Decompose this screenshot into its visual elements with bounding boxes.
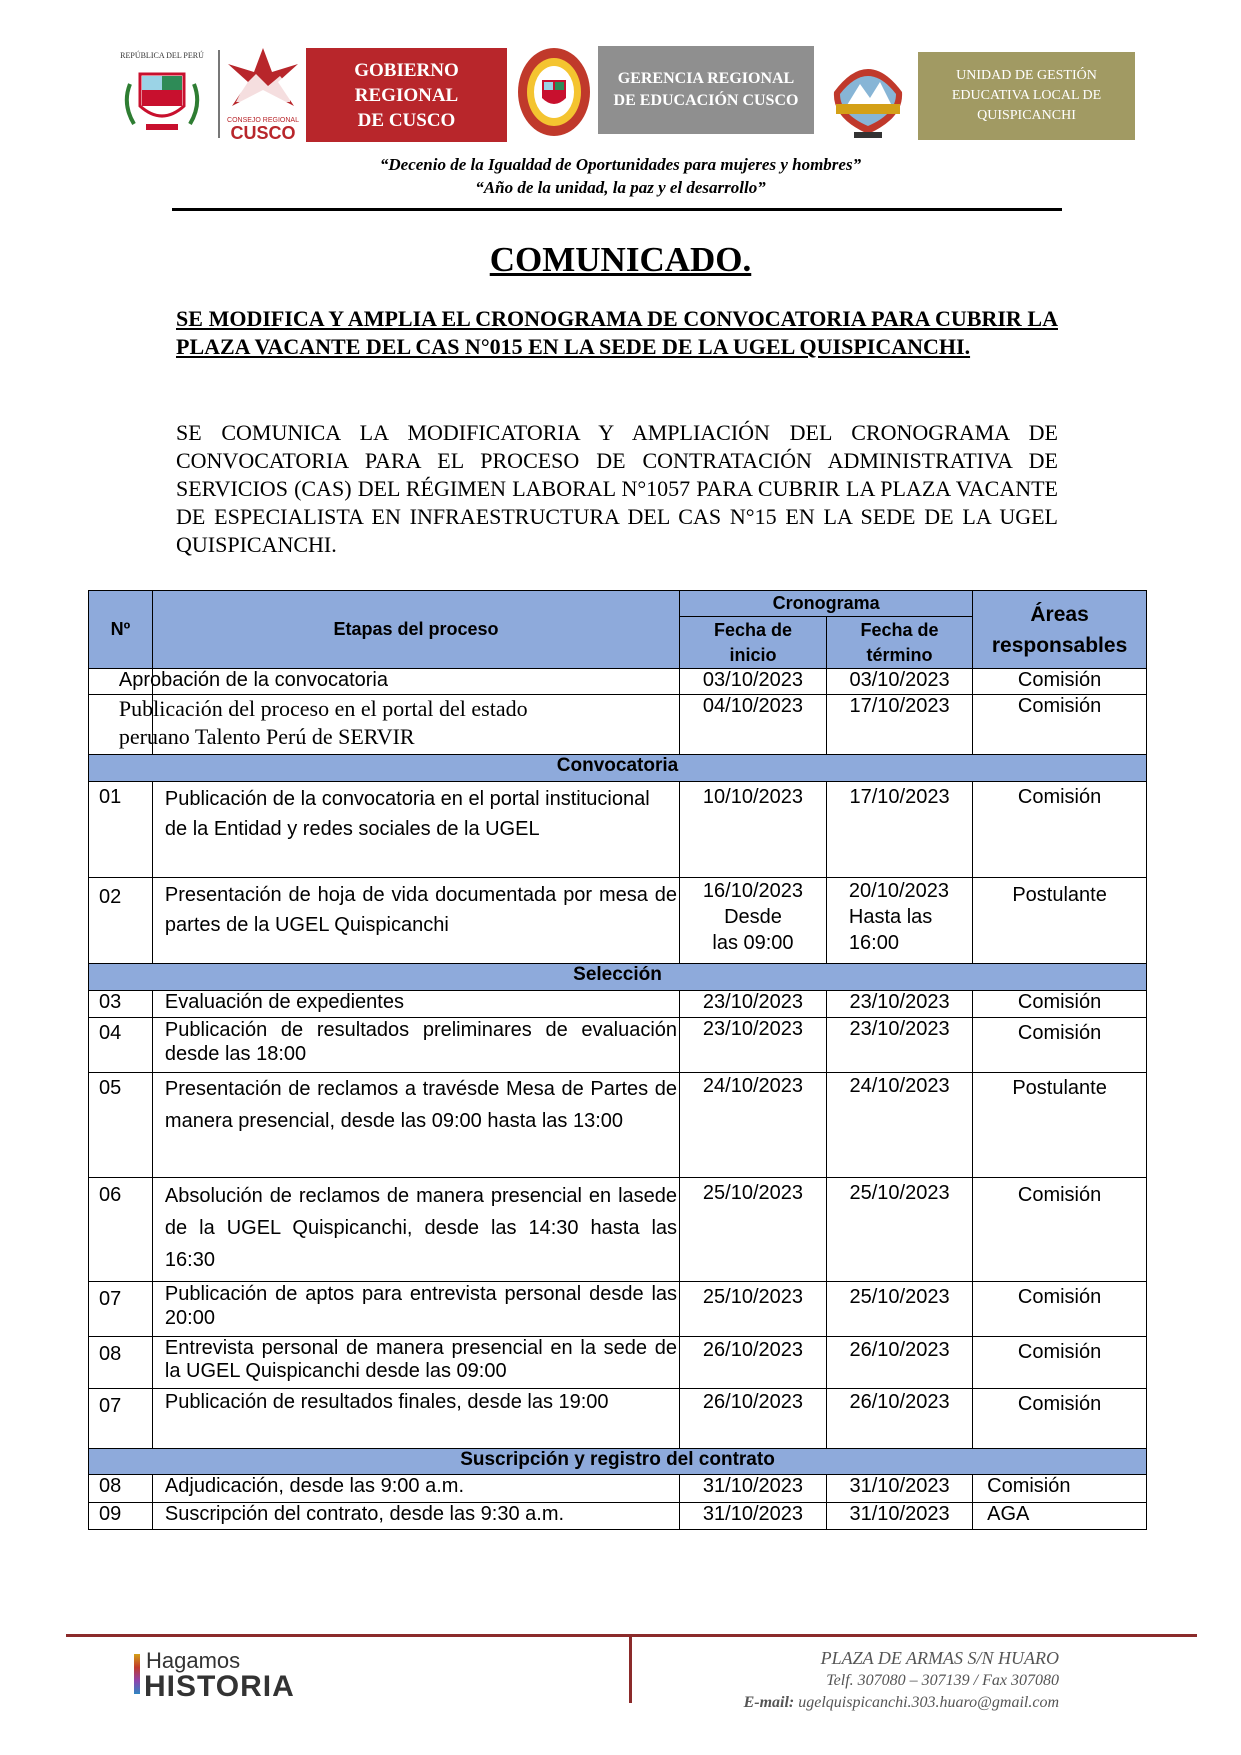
table-header-row [89,591,1147,617]
area-cell: Comisión [973,1178,1147,1282]
area-cell: Comisión [973,1282,1147,1337]
col-header-num: Nº [89,591,153,669]
area-cell: Comisión [973,782,1147,878]
table-row [89,991,1147,1018]
termino-cell: 17/10/2023 [826,782,972,878]
area-cell: AGA [973,1503,1147,1530]
ugel-quispicanchi-banner [918,52,1135,140]
termino-cell: 24/10/2023 [826,1073,972,1178]
termino-cell: 26/10/2023 [826,1337,972,1389]
etapa-cell: Evaluación de expedientes [152,991,679,1018]
section-row-convocatoria [89,755,1147,782]
num-cell: 03 [89,991,153,1018]
etapa-cell: Absolución de reclamos de manera presencial en lasede de la UGEL Quispicanchi, desde las 14:30 hasta las 16:30 [152,1178,679,1282]
termino-cell: 23/10/2023 [826,991,972,1018]
inicio-cell: 23/10/2023 [680,991,827,1018]
table-row [89,1178,1147,1282]
inicio-cell: 23/10/2023 [680,1018,827,1073]
peru-coat-of-arms-logo [112,44,212,140]
area-cell: Comisión [973,1337,1147,1389]
cusco-logo-subtext: CONSEJO REGIONAL [227,117,299,124]
termino-cell: 31/10/2023 [826,1503,972,1530]
cusco-regional-logo [224,46,302,142]
area-cell: Postulante [973,878,1147,964]
table-row [89,1282,1147,1337]
etapa-cell: Publicación de resultados preliminares de evaluación desde las 18:00 [152,1018,679,1073]
termino-cell: 17/10/2023 [826,695,972,755]
inicio-cell: 03/10/2023 [680,669,827,695]
inicio-date: 16/10/2023 [702,880,804,902]
termino-cell: 26/10/2023 [826,1389,972,1449]
termino-cell [826,878,972,964]
etapa-cell: Presentación de reclamos a travésde Mesa de Partes de manera presencial, desde las 09:00 hasta las 13:00 [152,1073,679,1178]
hagamos-text: Hagamos [146,1648,241,1673]
section-title: Selección [89,964,1147,991]
table-row [89,695,1147,755]
table-row [89,1337,1147,1389]
section-title: Convocatoria [89,755,1147,782]
etapa-text: Publicación del proceso en el portal del estado peruano Talento Perú de SERVIR [118,696,528,749]
etapa-cell [106,695,633,755]
section-row-contrato [89,1449,1147,1475]
col-header-termino: Fecha de término [826,617,972,669]
footer-email-line [744,1694,1059,1712]
logo-divider [218,50,220,138]
table-row [89,1018,1147,1073]
area-cell: Postulante [973,1073,1147,1178]
inicio-cell: 10/10/2023 [680,782,827,878]
etapa-cell: Publicación de aptos para entrevista personal desde las 20:00 [152,1282,679,1337]
area-cell: Comisión [973,669,1147,695]
num-cell: 02 [89,878,153,964]
inicio-cell: 25/10/2023 [680,1178,827,1282]
gerencia-regional-text: GERENCIA REGIONAL DE EDUCACIÓN CUSCO [613,70,799,109]
termino-date: 20/10/2023 [848,880,950,902]
num-cell: 07 [89,1282,153,1337]
num-cell: 09 [89,1503,153,1530]
inicio-cell: 04/10/2023 [680,695,827,755]
motto-anio: “Año de la unidad, la paz y el desarrollo” [475,178,766,197]
num-cell: 08 [89,1337,153,1389]
communique-subtitle: SE MODIFICA Y AMPLIA EL CRONOGRAMA DE CONVOCATORIA PARA CUBRIR LA PLAZA VACANTE DEL CAS N°015 EN LA SEDE DE LA UGEL QUISPICANCHI. [176,306,1058,359]
num-cell: 07 [89,1389,153,1449]
table-row [89,782,1147,878]
col-header-etapas: Etapas del proceso [152,591,679,669]
etapa-cell: Presentación de hoja de vida documentada por mesa de partes de la UGEL Quispicanchi [152,878,679,964]
num-cell: 06 [89,1178,153,1282]
table-row [89,1073,1147,1178]
termino-note: Hasta las 16:00 [848,906,933,954]
footer-address: PLAZA DE ARMAS S/N HUARO [820,1648,1059,1668]
footer-email-label: E-mail: [743,1694,795,1711]
section-title: Suscripción y registro del contrato [89,1449,1147,1475]
gobierno-regional-text: GOBIERNO REGIONAL DE CUSCO [354,59,459,131]
area-cell: Comisión [973,1389,1147,1449]
table-row [89,878,1147,964]
cusco-logo-text: CUSCO [230,123,296,143]
gobierno-regional-banner [306,48,507,142]
area-cell: Comisión [973,991,1147,1018]
section-row-seleccion [89,964,1147,991]
table-row [89,1389,1147,1449]
num-cell: 04 [89,1018,153,1073]
gerencia-regional-banner [598,46,814,134]
footer-email[interactable]: ugelquispicanchi.303.huaro@gmail.com [798,1694,1059,1711]
ugel-quispicanchi-emblem-logo [826,52,910,142]
inicio-note: Desde las 09:00 [712,906,794,954]
area-cell: Comisión [973,695,1147,755]
historia-text: HISTORIA [144,1670,295,1703]
inicio-cell: 26/10/2023 [680,1337,827,1389]
termino-cell: 23/10/2023 [826,1018,972,1073]
termino-cell: 31/10/2023 [826,1475,972,1503]
etapa-cell: Suscripción del contrato, desde las 9:30 a.m. [152,1503,679,1530]
num-cell: 05 [89,1073,153,1178]
footer-phone: Telf. 307080 – 307139 / Fax 307080 [826,1672,1059,1689]
area-cell: Comisión [973,1475,1147,1503]
header-divider [172,208,1062,211]
schedule-table [88,590,1147,1530]
termino-cell: 25/10/2023 [826,1178,972,1282]
area-cell: Comisión [973,1018,1147,1073]
communique-body: SE COMUNICA LA MODIFICATORIA Y AMPLIACIÓN DEL CRONOGRAMA DE CONVOCATORIA PARA EL PROCESO DE CONTRATACIÓN ADMINISTRATIVA DE SERVICIOS (CAS) DEL RÉGIMEN LABORAL N°1057 PARA CUBRIR LA PLAZA VACANTE DE ESPECIALISTA EN INFRAESTRUCTURA DEL CAS N°15 EN LA SEDE DE LA UGEL QUISPICANCHI. [176,420,1058,557]
termino-cell: 03/10/2023 [826,669,972,695]
page-title: COMUNICADO. [489,240,752,279]
logo-color-bar [134,1654,140,1694]
table-row [89,669,1147,695]
inicio-cell: 26/10/2023 [680,1389,827,1449]
col-header-cronograma: Cronograma [680,591,973,617]
col-header-areas: Áreas responsables [973,591,1147,669]
inicio-cell [680,878,827,964]
num-cell: 08 [89,1475,153,1503]
inicio-cell: 31/10/2023 [680,1503,827,1530]
table-row [89,1503,1147,1530]
termino-cell: 25/10/2023 [826,1282,972,1337]
table-row [89,1475,1147,1503]
etapa-cell: Publicación de resultados finales, desde las 19:00 [152,1389,679,1449]
etapa-cell: Adjudicación, desde las 9:00 a.m. [152,1475,679,1503]
motto-decenio: “Decenio de la Igualdad de Oportunidades para mujeres y hombres” [379,155,862,174]
footer-vertical-divider [629,1637,632,1703]
col-header-inicio: Fecha de inicio [680,617,827,669]
etapa-cell: Aprobación de la convocatoria [106,669,633,695]
svg-text:REPÚBLICA DEL PERÚ: REPÚBLICA DEL PERÚ [120,51,204,60]
inicio-cell: 25/10/2023 [680,1282,827,1337]
inicio-cell: 31/10/2023 [680,1475,827,1503]
etapa-cell: Entrevista personal de manera presencial en la sede de la UGEL Quispicanchi desde las 09:00 [152,1337,679,1389]
etapa-cell: Publicación de la convocatoria en el portal institucional de la Entidad y redes sociales de la UGEL [152,782,679,878]
num-cell: 01 [89,782,153,878]
drec-emblem-logo [516,44,592,140]
ugel-quispicanchi-text: UNIDAD DE GESTIÓN EDUCATIVA LOCAL DE QUISPICANCHI [951,68,1102,123]
inicio-cell: 24/10/2023 [680,1073,827,1178]
